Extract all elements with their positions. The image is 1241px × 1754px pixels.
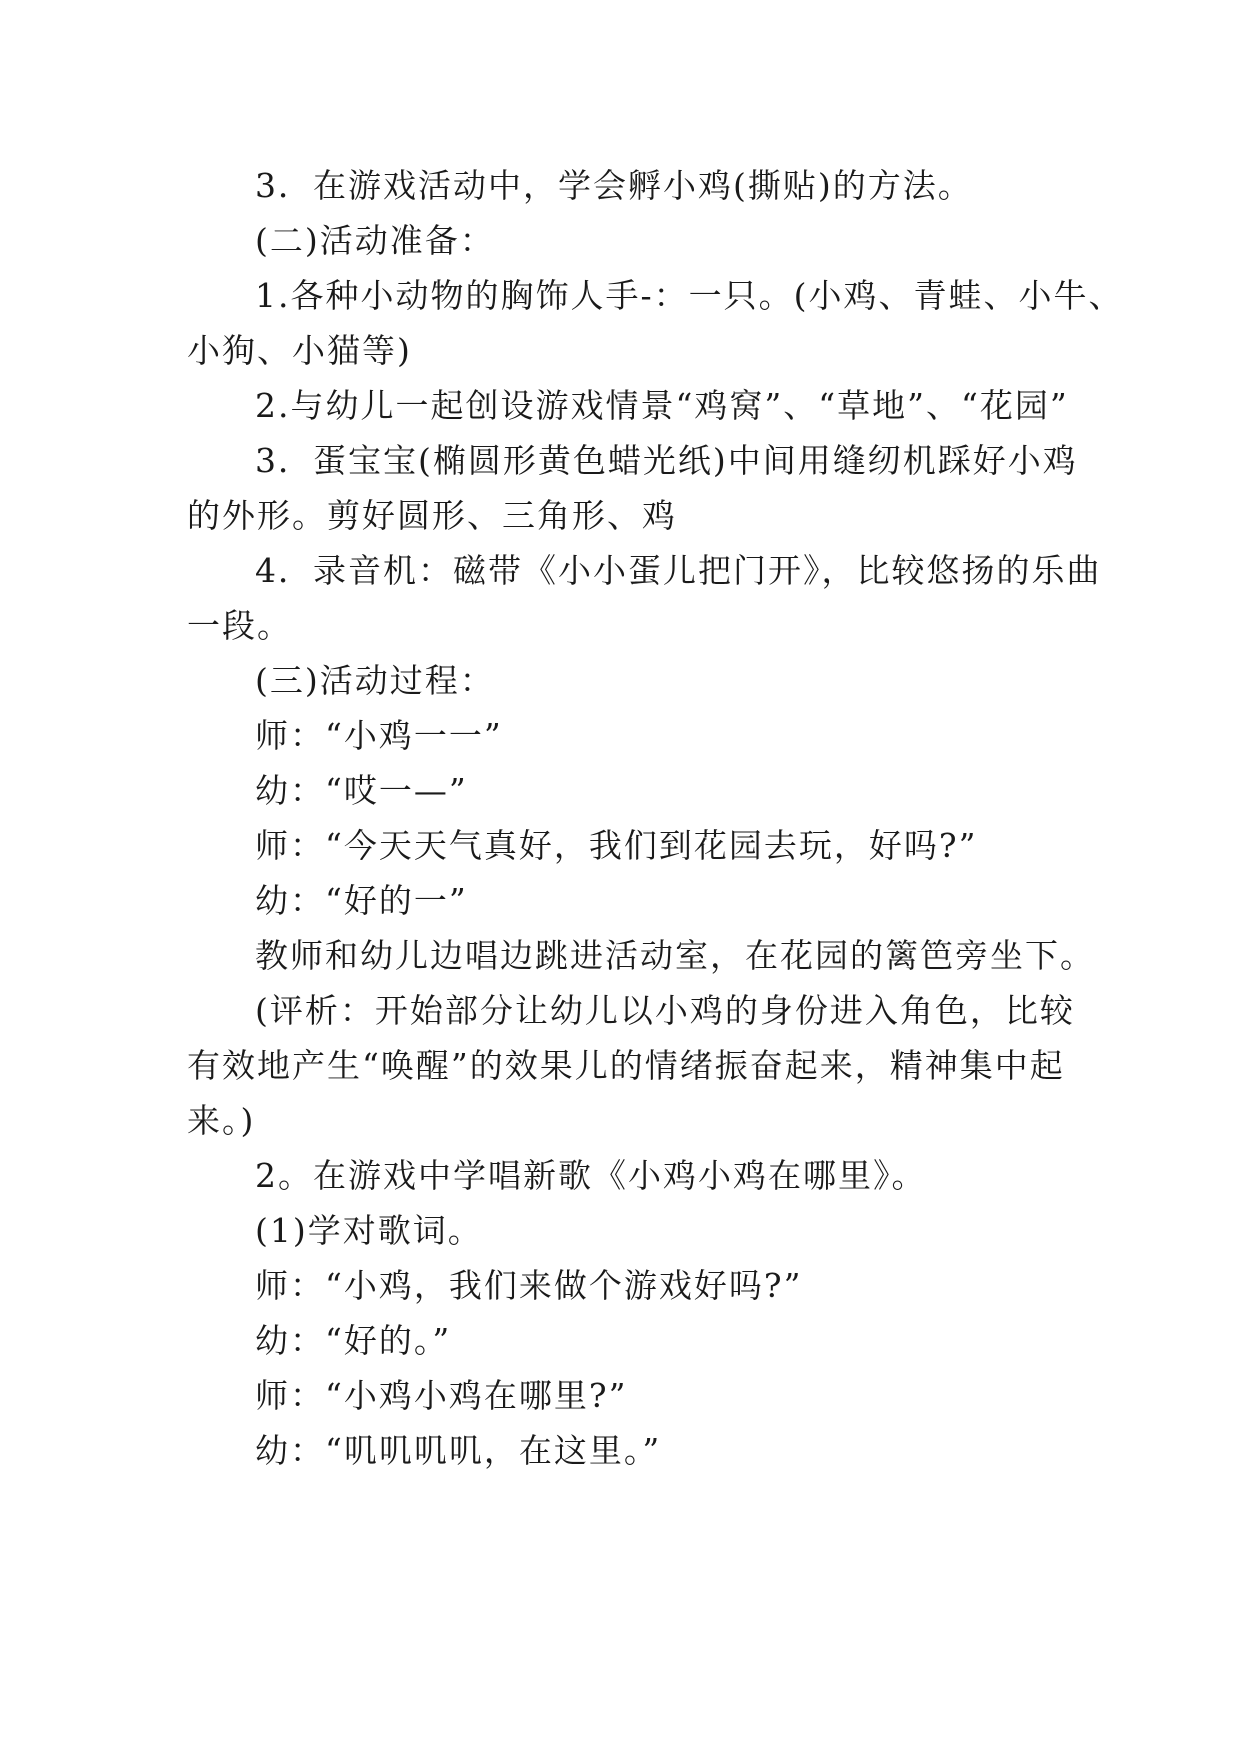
dialogue-line: 幼：“哎一—”	[255, 771, 468, 810]
commentary-line: 有效地产生“唤醒”的效果儿的情绪振奋起来，精神集中起	[187, 1046, 1065, 1085]
paragraph-line: 2。在游戏中学唱新歌《小鸡小鸡在哪里》。	[255, 1156, 927, 1195]
dialogue-line: 幼：“好的一”	[255, 881, 468, 920]
dialogue-line: 幼：“叽叽叽叽，在这里。”	[255, 1431, 662, 1470]
dialogue-line: 师：“小鸡，我们来做个游戏好吗?”	[255, 1266, 803, 1305]
commentary-line: 来。)	[187, 1101, 256, 1140]
paragraph-line: 4．录音机：磁带《小小蛋儿把门开》，比较悠扬的乐曲	[255, 551, 1102, 590]
paragraph-line: 的外形。剪好圆形、三角形、鸡	[187, 496, 677, 535]
section-heading: (二)活动准备：	[255, 221, 495, 260]
paragraph-line: 一段。	[187, 606, 292, 645]
paragraph-line: 3．蛋宝宝(椭圆形黄色蜡光纸)中间用缝纫机踩好小鸡	[255, 441, 1078, 480]
paragraph-line: 3．在游戏活动中，学会孵小鸡(撕贴)的方法。	[255, 166, 973, 205]
paragraph-line: 1.各种小动物的胸饰人手-：一只。(小鸡、青蛙、小牛、	[255, 276, 1124, 315]
paragraph-line: 小狗、小猫等)	[187, 331, 412, 370]
section-heading: (三)活动过程：	[255, 661, 495, 700]
section-heading: (1)学对歌词。	[255, 1211, 483, 1250]
paragraph-line: 2.与幼儿一起创设游戏情景“鸡窝”、“草地”、“花园”	[255, 386, 1069, 425]
dialogue-line: 师：“小鸡一一”	[255, 716, 503, 755]
dialogue-line: 幼：“好的。”	[255, 1321, 452, 1360]
dialogue-line: 师：“小鸡小鸡在哪里?”	[255, 1376, 628, 1415]
commentary-line: (评析：开始部分让幼儿以小鸡的身份进入角色，比较	[255, 991, 1075, 1030]
dialogue-line: 师：“今天天气真好，我们到花园去玩，好吗?”	[255, 826, 978, 865]
paragraph-line: 教师和幼儿边唱边跳进活动室，在花园的篱笆旁坐下。	[255, 936, 1095, 975]
